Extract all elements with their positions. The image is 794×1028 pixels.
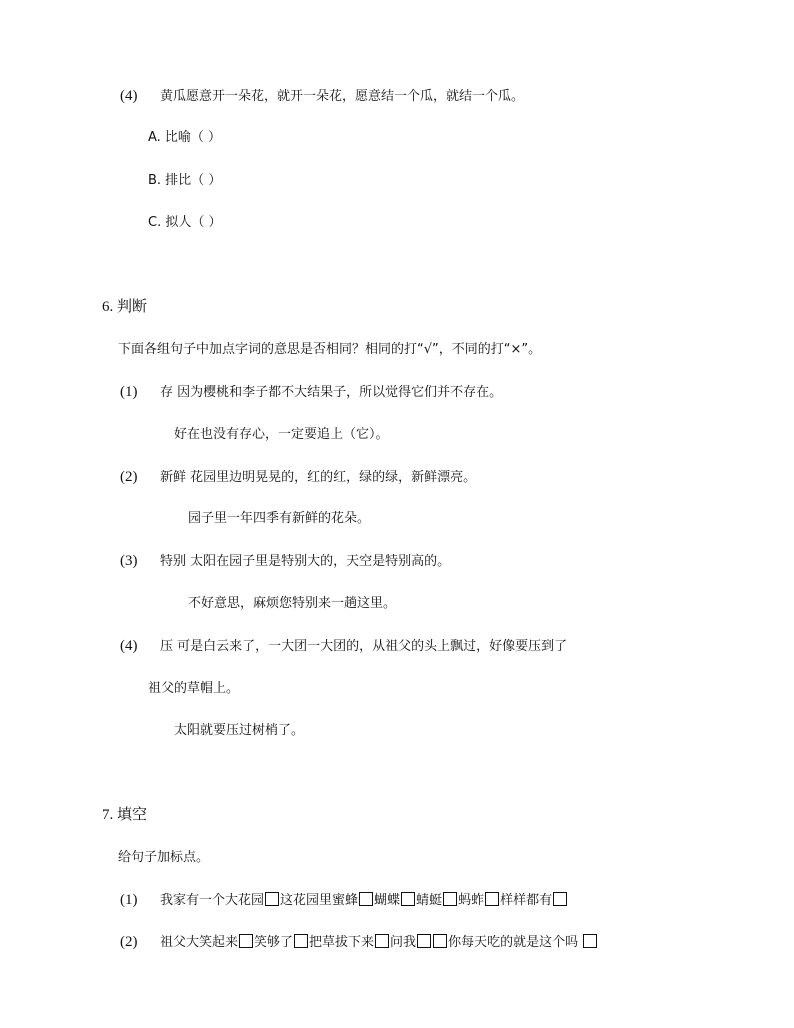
section7-title: 7. 填空 [102, 807, 148, 823]
s7-item-1 [120, 891, 568, 910]
s6-item-1 [120, 383, 502, 402]
s6-item-2-number: (2) [120, 469, 138, 485]
punctuation-blank[interactable] [375, 934, 389, 948]
s7-item-1-number: (1) [120, 892, 138, 908]
punctuation-blank[interactable] [433, 934, 447, 948]
s6-item-2-sentence2: 园子里一年四季有新鲜的花朵。 [188, 511, 371, 526]
s6-item-4 [120, 637, 567, 656]
s6-item-3-sentence1: 特别 太阳在园子里是特别大的，天空是特别高的。 [160, 554, 451, 569]
s7-item-1-part-4: 蜻蜓 [416, 893, 443, 908]
q4-number: (4) [120, 88, 138, 104]
s6-item-4-sentence2: 太阳就要压过树梢了。 [174, 723, 305, 738]
s7-item-2-part-2: 笑够了 [254, 935, 294, 950]
s6-item-4-number: (4) [120, 638, 138, 654]
punctuation-blank[interactable] [443, 892, 457, 906]
q4-option-c: C. 拟人（ ） [148, 215, 222, 230]
punctuation-blank[interactable] [359, 892, 373, 906]
punctuation-blank[interactable] [265, 892, 279, 906]
s7-item-2-part-4: 问我 [390, 935, 417, 950]
q4-option-b: B. 排比（ ） [148, 173, 222, 188]
s6-item-3 [120, 552, 450, 571]
q4-line [120, 87, 524, 106]
s7-item-2-part-3: 把草拔下来 [309, 935, 375, 950]
q4-text: 黄瓜愿意开一朵花，就开一朵花，愿意结一个瓜，就结一个瓜。 [160, 89, 525, 104]
s6-item-1-number: (1) [120, 384, 138, 400]
punctuation-blank[interactable] [583, 934, 597, 948]
s7-item-2 [120, 933, 598, 952]
punctuation-blank[interactable] [294, 934, 308, 948]
s6-item-3-sentence2: 不好意思，麻烦您特别来一趟这里。 [188, 596, 397, 611]
punctuation-blank[interactable] [239, 934, 253, 948]
punctuation-blank[interactable] [417, 934, 431, 948]
section6-instruction: 下面各组句子中加点字词的意思是否相同？相同的打“√”，不同的打“×”。 [118, 342, 542, 357]
s7-item-2-part-1: 祖父大笑起来 [160, 935, 239, 950]
s6-item-1-sentence1: 存 因为樱桃和李子都不大结果子，所以觉得它们并不存在。 [160, 385, 503, 400]
punctuation-blank[interactable] [401, 892, 415, 906]
q4-option-a: A. 比喻（ ） [148, 130, 222, 145]
s7-item-2-part-6: 你每天吃的就是这个吗 [448, 935, 579, 950]
s6-item-4-sentence1-cont: 祖父的草帽上。 [148, 681, 240, 696]
s7-item-1-part-2: 这花园里蜜蜂 [280, 893, 359, 908]
s6-item-2 [120, 468, 476, 487]
section6-title: 6. 判断 [102, 299, 148, 315]
s6-item-2-sentence1: 新鲜 花园里边明晃晃的，红的红，绿的绿，新鲜漂亮。 [160, 470, 477, 485]
s7-item-1-part-5: 蚂蚱 [458, 893, 485, 908]
s7-item-1-part-1: 我家有一个大花园 [160, 893, 265, 908]
punctuation-blank[interactable] [553, 892, 567, 906]
s6-item-3-number: (3) [120, 553, 138, 569]
s6-item-4-sentence1: 压 可是白云来了，一大团一大团的，从祖父的头上飘过，好像要压到了 [160, 639, 568, 654]
s6-item-1-sentence2: 好在也没有存心，一定要追上（它）。 [174, 427, 389, 442]
punctuation-blank[interactable] [485, 892, 499, 906]
s7-item-1-part-3: 蝴蝶 [374, 893, 401, 908]
s7-item-1-part-6: 样样都有 [500, 893, 553, 908]
section7-instruction: 给句子加标点。 [118, 850, 210, 865]
s7-item-2-number: (2) [120, 934, 138, 950]
